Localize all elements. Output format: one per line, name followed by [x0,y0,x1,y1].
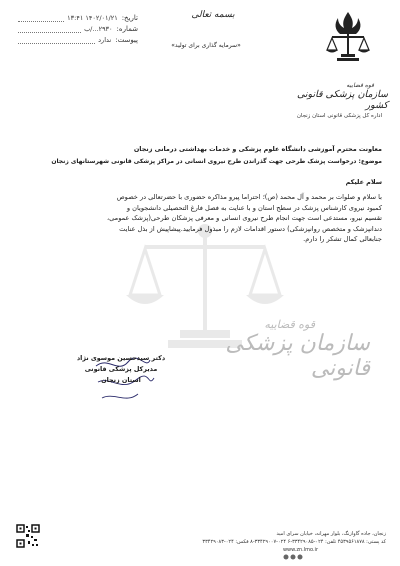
paragraph-line: با سلام و صلوات بر محمد و آل محمد (ص)؛ احتراما پیرو مذاکره حضوری با حضرتعالی در خصوص [116,193,382,201]
number-dots [18,26,81,33]
org-subtitle: اداره کل پزشکی قانونی استان زنجان [296,113,382,119]
date-field [18,14,138,22]
subject: موضوع: درخواست پزشک طرحی جهت گذراندن طرح نیروی انسانی در مراکز پزشکی قانونی شهرستانهای زنجان [51,158,382,165]
signer-title: مدیرکل پزشکی قانونی [84,365,158,373]
org-main-line: سازمان پزشکی قانونی کشور [296,89,388,111]
paragraph-line: تقسیم نیرو، مستدعی است جهت انجام طرح نیروی انسانی و معرفی پزشکان طرحی(پزشک عمومی، [107,214,382,223]
organization-name [288,82,388,111]
signer-province: استان زنجان [101,376,141,384]
paragraph-line: دندانپزشک و متخصص روانپزشکی) دستور اقدامات لازم را مبذول فرمایید.پیشاپیش از بذل عنایت [119,224,382,233]
watermark-top: قوه قضاییه [264,318,315,331]
watermark-text [160,318,370,381]
letter-paragraph [18,192,382,245]
basmala: بسمه تعالی [191,10,235,20]
judiciary-emblem-icon [320,8,376,66]
recipient: معاونت محترم آموزشی دانشگاه علوم پزشکی و خدمات بهداشتی درمانی زنجان [133,145,382,153]
date-dots [18,15,64,22]
qr-code-icon [16,524,40,548]
watermark-main: سازمان پزشکی قانونی [225,331,370,381]
attachment-value: ندارد [98,36,112,44]
attachment-label: پیوست: [115,36,138,44]
paragraph-line: کمبود نیروی کارشناس پزشک در سطح استان و با عنایت به فصل فارغ التحصیلی دانشجویان و [126,203,382,212]
number-field [18,25,138,33]
footer-phones: کد پستی: ۴۵۳۹۵۶۱۸۷۸ تلفن: ۰۲۴-۳۳۴۲۹۰۸۵-۶ ۰۲۴-۳۳۴۲۹۰۰۷-۸ فکس: ۰۲۴-۳۳۴۲۹۰۸۳ [202,539,386,545]
signature-block [76,353,166,386]
footer-site: www.zn.lmo.ir [282,547,318,553]
date-value: ۱۴۰۲/۰۱/۲۱ ۱۳:۴۱ [67,14,118,22]
number-label: شماره: [116,25,138,33]
attachment-dots [18,37,95,44]
org-top-line: قوه قضاییه [346,82,374,89]
social-icons [282,554,342,560]
number-value: ۲۹۳۰.../ب [84,25,113,33]
footer-address: زنجان، جاده گاوازنگ، بلوار مهرانه، خیابان سرای امید [276,531,386,537]
greeting: سلام علیکم [345,178,382,186]
footer [30,530,386,554]
signer-name: دکتر سیدحسین موسوی نژاد [76,354,166,362]
attachment-field [18,36,138,44]
date-label: تاریخ: [121,14,138,22]
paragraph-line: جنابعالی کمال تشکر را دارم. [303,235,382,244]
slogan: «سرمایه گذاری برای تولید» [171,42,241,49]
